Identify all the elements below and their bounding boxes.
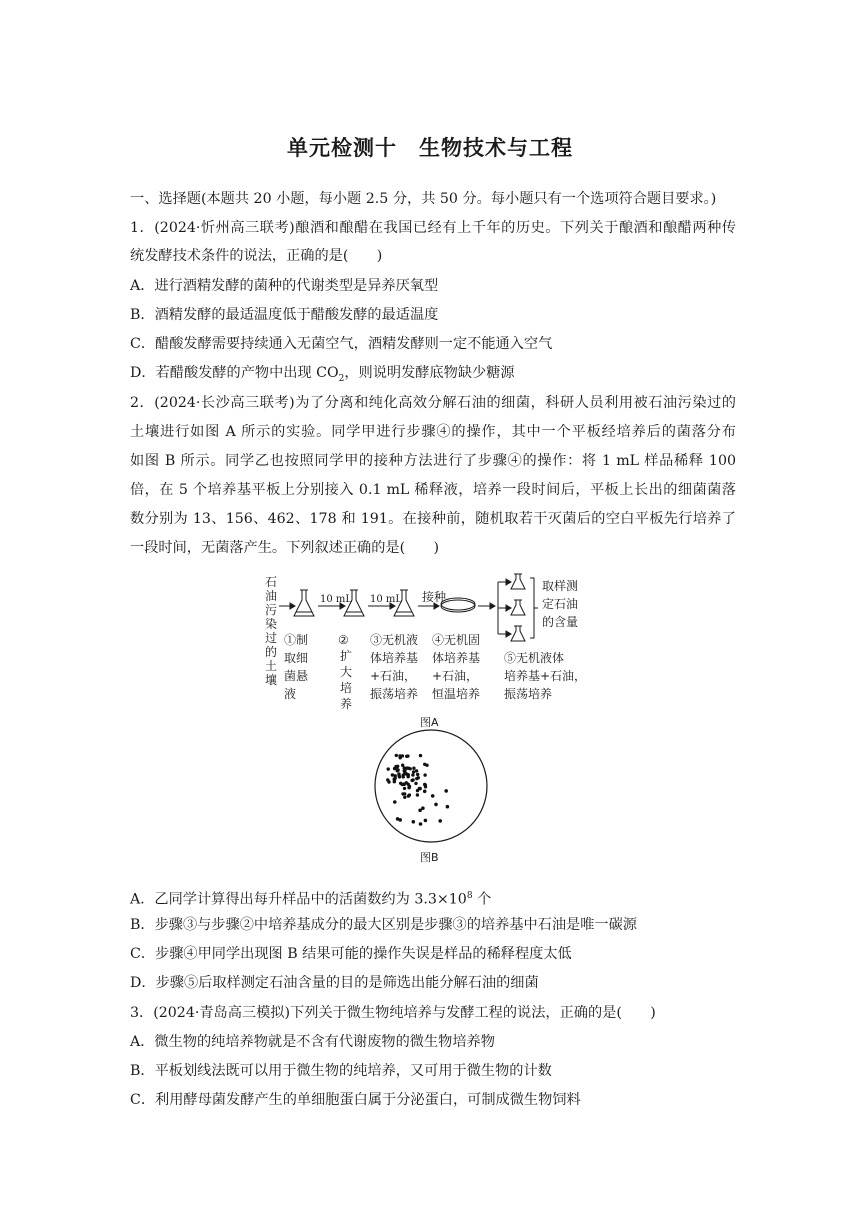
- step2-label: 大: [340, 665, 353, 679]
- colony-dot: [434, 803, 438, 807]
- colony-dot: [424, 819, 428, 823]
- step1-label: 取细: [284, 651, 309, 665]
- step4-label: +石油，: [432, 669, 479, 683]
- colony-dot: [416, 773, 419, 776]
- colony-dot: [421, 806, 425, 810]
- colony-dot: [402, 775, 405, 778]
- q2-option-d: D．步骤⑤后取样测定石油含量的目的是筛选出能分解石油的细菌: [130, 975, 539, 991]
- q2-stem-line4: 倍，在 5 个培养基平板上分别接入 0.1 mL 稀释液，培养一段时间后，平板上长出的细菌菌落: [130, 482, 736, 498]
- step3-label: ③无机液: [370, 633, 419, 647]
- colony-dot: [403, 796, 406, 799]
- colony-dot: [424, 785, 427, 788]
- soil-char: 染: [265, 617, 278, 631]
- colony-dot: [438, 819, 442, 823]
- soil-char: 石: [265, 575, 278, 589]
- colony-dot: [407, 767, 410, 770]
- colony-dot: [423, 790, 427, 794]
- colony-dot: [410, 779, 413, 782]
- step5-label: ⑤无机液体: [504, 651, 565, 665]
- soil-char: 污: [265, 603, 278, 617]
- step4-label: 恒温培养: [432, 687, 481, 701]
- step5-label: 培养基+石油，: [504, 669, 587, 683]
- colony-dot: [412, 820, 416, 824]
- colony-dot: [405, 773, 408, 776]
- q3-option-a: A．微生物的纯培养物就是不含有代谢废物的微生物培养物: [130, 1034, 495, 1050]
- q1-option-d: D．若醋酸发酵的产物中出现 $CO_2$，则说明发酵底物缺少糖源: [130, 365, 515, 384]
- colony-dot: [446, 805, 450, 809]
- right-label-line: 定石油: [542, 597, 579, 611]
- colony-dot: [403, 769, 406, 772]
- soil-char: 土: [265, 659, 278, 673]
- q2-option-a: A．乙同学计算得出每升样品中的活菌数约为 $3.3\times 10^8$ 个: [130, 891, 492, 908]
- flask-icon: [511, 600, 525, 615]
- flask-icon: [511, 626, 525, 641]
- q2-stem-line2: 土壤进行如图 A 所示的实验。同学甲进行步骤④的操作，其中一个平板经培养后的菌落分布: [130, 424, 736, 440]
- colony-dot: [398, 818, 402, 822]
- soil-char: 油: [265, 589, 278, 603]
- colony-dot: [412, 767, 415, 770]
- colony-dot: [407, 786, 411, 790]
- q2-option-c: C．步骤④甲同学出现图 B 结果可能的操作失误是样品的稀释程度太低: [130, 946, 572, 962]
- colony-dot: [396, 768, 400, 772]
- soil-char: 过: [265, 631, 278, 645]
- step3-label: +石油，: [370, 669, 417, 683]
- arrow-label-10ml: 10 mL: [370, 594, 403, 605]
- q2-stem-line5: 数分别为 13、156、462、178 和 191。在接种前，随机取若干灭菌后的空白平板先行培养了: [130, 511, 736, 527]
- colony-dot: [402, 782, 406, 786]
- step5-label: 振荡培养: [504, 687, 553, 701]
- colony-dot: [407, 783, 410, 786]
- step2-label: 扩: [340, 649, 353, 663]
- q3-stem: 3．(2024·青岛高三模拟)下列关于微生物纯培养与发酵工程的说法，正确的是( ): [130, 1005, 656, 1021]
- colony-dot: [415, 777, 418, 780]
- figure-b-caption: 图B: [420, 851, 439, 864]
- colony-dot: [416, 793, 419, 796]
- colony-dot: [414, 782, 417, 785]
- colony-dot: [405, 755, 408, 758]
- flask-icon: [511, 574, 525, 589]
- q1-stem-line2: 统发酵技术条件的说法，正确的是( ): [130, 248, 383, 264]
- colony-dot: [401, 764, 404, 767]
- step4-label: ④无机固: [432, 633, 481, 647]
- step2-label: 培: [340, 681, 353, 695]
- q3-option-b: B．平板划线法既可以用于微生物的纯培养，又可用于微生物的计数: [130, 1063, 552, 1079]
- q3-option-c: C．利用酵母菌发酵产生的单细胞蛋白属于分泌蛋白，可制成微生物饲料: [130, 1092, 581, 1108]
- colony-dot: [415, 769, 418, 772]
- colony-dot: [387, 767, 390, 770]
- q1-option-c: C．醋酸发酵需要持续通入无菌空气，酒精发酵则一定不能通入空气: [130, 336, 553, 352]
- colony-dot: [444, 789, 448, 793]
- colony-dot: [423, 773, 426, 776]
- soil-char: 壤: [265, 673, 278, 687]
- q2-option-b: B．步骤③与步骤②中培养基成分的最大区别是步骤③的培养基中石油是唯一碳源: [130, 917, 637, 933]
- right-label-line: 的含量: [542, 615, 579, 629]
- step2-label: 养: [340, 697, 353, 711]
- arrow-label-10ml: 10 mL: [320, 594, 353, 605]
- colony-dot: [397, 774, 400, 777]
- colony-dot: [394, 765, 397, 768]
- figure-a-caption: 图A: [420, 716, 439, 729]
- step1-label: 液: [284, 687, 297, 701]
- page-title: 单元检测十 生物技术与工程: [287, 135, 573, 160]
- step1-label: 菌悬: [284, 669, 309, 683]
- right-label-line: 取样测: [542, 579, 579, 593]
- step4-label: 体培养基: [432, 651, 481, 665]
- step3-label: 振荡培养: [370, 687, 419, 701]
- colony-dot: [412, 770, 415, 773]
- colony-dot: [403, 787, 406, 790]
- colony-dot: [403, 792, 406, 795]
- soil-char: 的: [265, 645, 278, 659]
- q2-stem-line3: 如图 B 所示。同学乙也按照同学甲的接种方法进行了步骤④的操作：将 1 mL 样品稀释 100: [130, 453, 736, 469]
- q1-stem-line1: 1．(2024·忻州高三联考)酿酒和酿醋在我国已经有上千年的历史。下列关于酿酒和酿醋两种传: [130, 220, 736, 236]
- arrow-label-inoculate: 接种: [422, 590, 447, 604]
- colony-dot: [418, 787, 422, 791]
- q2-stem-line6: 一段时间，无菌落产生。下列叙述正确的是( ): [130, 540, 440, 556]
- step3-label: 体培养基: [370, 651, 419, 665]
- step1-label: ①制: [284, 633, 309, 647]
- q1-option-a: A．进行酒精发酵的菌种的代谢类型是异养厌氧型: [130, 278, 439, 294]
- colony-dot: [419, 754, 422, 757]
- q1-option-b: B．酒精发酵的最适温度低于醋酸发酵的最适温度: [130, 307, 439, 323]
- colony-dot: [408, 793, 411, 796]
- colony-dot: [423, 763, 426, 766]
- colony-dot: [419, 822, 423, 826]
- colony-dot: [395, 754, 398, 757]
- colony-dot: [431, 794, 435, 798]
- step2-label: ②: [338, 633, 349, 647]
- colony-dot: [401, 754, 404, 757]
- colony-dot: [411, 773, 414, 776]
- colony-dot: [393, 800, 397, 804]
- colony-dot: [386, 778, 389, 781]
- colony-dot: [394, 774, 397, 777]
- section-heading: 一、选择题(本题共 20 小题，每小题 2.5 分，共 50 分。每小题只有一个选项符合题目要求。): [130, 191, 717, 207]
- figure-b-petri-dish: [371, 726, 491, 846]
- q2-stem-line1: 2．(2024·长沙高三联考)为了分离和纯化高效分解石油的细菌，科研人员利用被石油污染过的: [130, 395, 736, 411]
